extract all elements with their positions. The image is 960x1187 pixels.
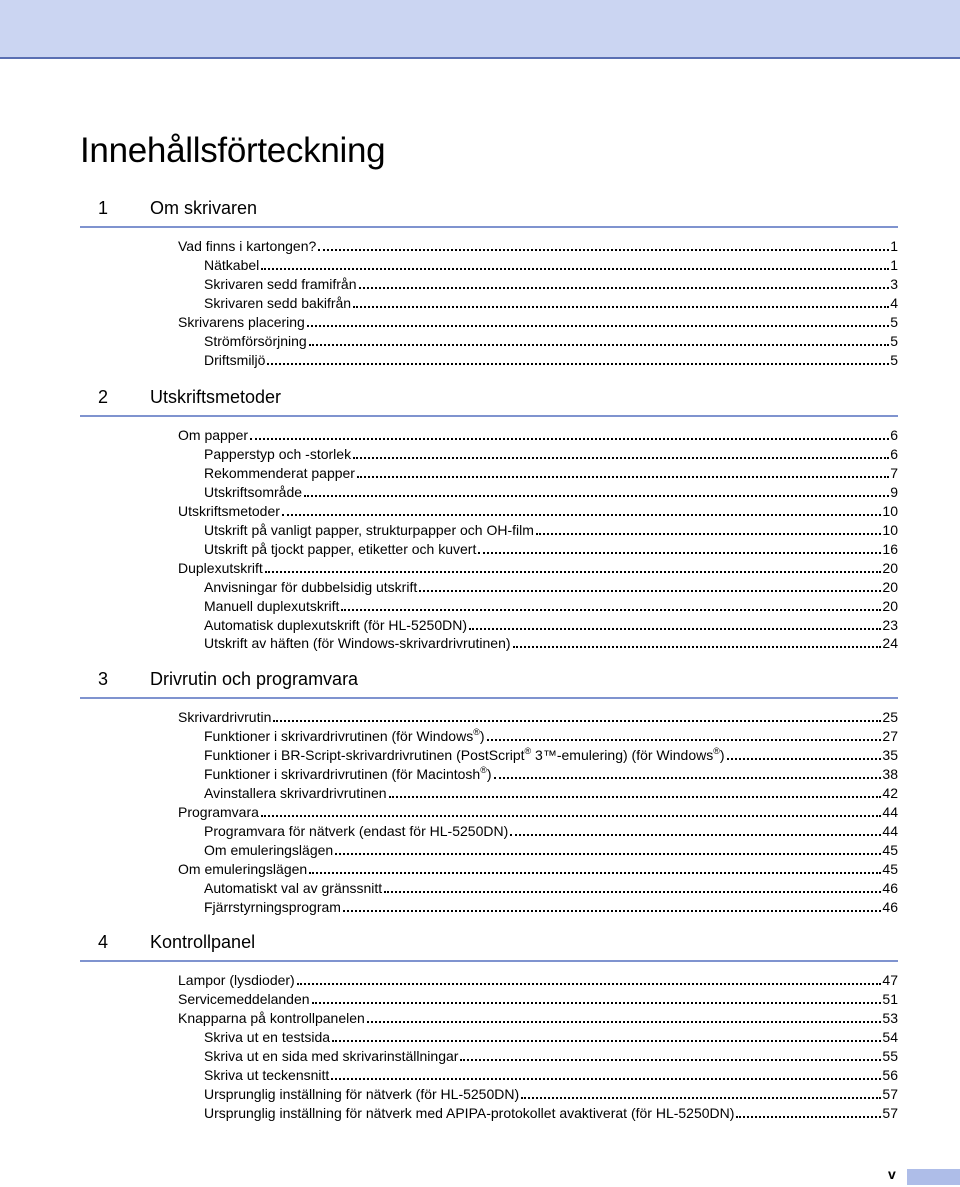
toc-page-number: 1 [890, 256, 898, 273]
dot-leader [469, 628, 881, 630]
toc-entry-text: Skrivaren sedd framifrån [204, 275, 357, 292]
toc-entry[interactable] [204, 821, 898, 840]
chapter-title: Om skrivaren [150, 198, 258, 218]
toc-entry-text: Skrivaren sedd bakifrån [204, 294, 352, 311]
toc-page-number: 5 [890, 351, 898, 368]
dot-leader [250, 438, 889, 440]
toc-page-number: 53 [882, 1009, 898, 1026]
dot-leader [341, 609, 881, 611]
toc-entry[interactable] [178, 1008, 898, 1027]
registered-mark: ® [524, 745, 532, 756]
toc-entry[interactable] [204, 1027, 898, 1046]
toc-entry-text: Avinstallera skrivardrivrutinen [204, 784, 387, 801]
toc-entry[interactable] [204, 293, 898, 312]
toc-entry-text: Driftsmiljö [204, 351, 266, 368]
toc-page-number: 44 [882, 803, 898, 820]
toc-entry[interactable] [178, 859, 898, 878]
dot-leader [309, 872, 881, 874]
toc-entry-text: ) [486, 765, 492, 782]
toc-entry[interactable] [204, 615, 898, 634]
toc-page-number: 46 [882, 898, 898, 915]
toc-entry-title [178, 972, 295, 989]
toc-entry-title [178, 314, 305, 331]
dot-leader [343, 910, 881, 912]
toc-entry-title [204, 1067, 329, 1084]
footer-page-number: v [888, 1166, 896, 1182]
toc-entry-text: Skrivarens placering [178, 313, 305, 330]
toc-entry-text: Utskrift av häften (för Windows-skrivardrivrutinen) [204, 635, 511, 652]
toc-entry-text: Om emuleringslägen [178, 860, 308, 877]
toc-entry-title [204, 1105, 734, 1122]
toc-entry[interactable] [204, 633, 898, 652]
dot-leader [318, 249, 889, 251]
toc-page-number: 6 [890, 427, 898, 443]
toc-entry-title [204, 728, 485, 745]
dot-leader [419, 590, 881, 592]
registered-mark: ® [473, 726, 480, 737]
toc-entry[interactable] [204, 577, 898, 596]
toc-entry-text: Skrivardrivrutin [178, 709, 272, 725]
dot-leader [389, 796, 882, 798]
toc-page-number: 27 [882, 727, 898, 744]
toc-page-number: 25 [882, 709, 898, 725]
toc-page-number: 5 [890, 332, 898, 349]
toc-entry[interactable] [204, 745, 898, 764]
toc-entry-title [204, 785, 387, 802]
toc-entry-text: Skriva ut en sida med skrivarinställningar [204, 1047, 459, 1064]
toc-entry[interactable] [204, 331, 898, 350]
toc-entry-title [204, 899, 341, 916]
chapter-number: 4 [98, 932, 109, 952]
toc-entry[interactable] [204, 520, 898, 539]
toc-page-number: 38 [882, 765, 898, 782]
toc-page-number: 4 [890, 294, 898, 311]
toc-entry-text: Utskrift på tjockt papper, etiketter och kuvert [204, 540, 477, 557]
dot-leader [312, 1002, 882, 1004]
toc-page-number: 7 [890, 464, 898, 481]
chapter-heading [80, 930, 898, 962]
dot-leader [536, 533, 882, 535]
chapter-title: Kontrollpanel [150, 932, 256, 952]
toc-entry-title [204, 333, 307, 350]
toc-page-number: 10 [882, 502, 898, 519]
toc-entry-title [178, 991, 310, 1008]
toc-entry-text: Ursprunglig inställning för nätverk med APIPA-protokollet avaktiverat (för HL-5250DN) [204, 1104, 735, 1121]
dot-leader [357, 476, 889, 478]
toc-entry-text: Vad finns i kartongen? [178, 238, 317, 254]
toc-entry-text: Rekommenderat papper [204, 464, 355, 481]
chapter-number: 3 [98, 669, 109, 689]
toc-entry[interactable] [204, 1046, 898, 1065]
toc-entry-text: Skriva ut teckensnitt [204, 1066, 330, 1083]
toc-entry[interactable] [204, 539, 898, 558]
toc-page-number: 24 [882, 635, 898, 652]
toc-page-number: 57 [882, 1104, 898, 1121]
registered-mark: ® [713, 745, 720, 756]
toc-entry-text: Knapparna på kontrollpanelen [178, 1009, 365, 1026]
dot-leader [267, 363, 889, 365]
toc-entry-text: Utskriftsområde [204, 483, 303, 500]
chapter-heading [80, 385, 898, 417]
toc-entry-text: Fjärrstyrningsprogram [204, 898, 341, 915]
toc-entry-text: 3™-emulering) (för Windows [531, 746, 714, 763]
footer-bar [907, 1169, 960, 1185]
toc-entry-text: Strömförsörjning [204, 332, 307, 349]
toc-entry-title [204, 880, 382, 897]
toc-entry-title [178, 804, 259, 821]
toc-page-number: 10 [882, 521, 898, 538]
dot-leader [510, 834, 881, 836]
chapter-heading [80, 196, 898, 228]
toc-page-number: 47 [882, 972, 898, 988]
chapter-heading [80, 667, 898, 699]
toc-entry-text: Utskriftsmetoder [178, 502, 280, 519]
toc-entry-text: Automatisk duplexutskrift (för HL-5250DN) [204, 616, 467, 633]
toc-entry-text: Manuell duplexutskrift [204, 597, 340, 614]
dot-leader [307, 325, 889, 327]
dot-leader [384, 891, 881, 893]
dot-leader [331, 1078, 881, 1080]
toc-page-number: 57 [882, 1085, 898, 1102]
page-title: Innehållsförteckning [80, 131, 386, 170]
toc-entry-text: Funktioner i skrivardrivrutinen (för Windows [204, 727, 474, 744]
toc-entry-text: Anvisningar för dubbelsidig utskrift [204, 578, 418, 595]
dot-leader [727, 758, 882, 760]
toc-entry-title [178, 709, 271, 726]
toc-page-number: 1 [890, 238, 898, 254]
toc-entry-title [204, 484, 302, 501]
toc-entry-title [204, 541, 476, 558]
toc-entry-text: Programvara [178, 803, 259, 820]
dot-leader [521, 1097, 881, 1099]
toc-entry[interactable] [204, 897, 898, 916]
toc-entry-text: ) [479, 727, 485, 744]
toc-entry[interactable] [178, 558, 898, 577]
toc-entry[interactable] [204, 764, 898, 783]
dot-leader [359, 287, 890, 289]
toc-entry-title [204, 598, 339, 615]
dot-leader [736, 1116, 881, 1118]
toc-page-number: 51 [882, 990, 898, 1007]
toc-entry[interactable] [204, 1084, 898, 1103]
toc-page-number: 35 [882, 746, 898, 763]
toc-page-number: 55 [882, 1047, 898, 1064]
toc-page-number: 42 [882, 784, 898, 801]
dot-leader [367, 1021, 882, 1023]
toc-entry[interactable] [204, 350, 898, 369]
toc-entry-title [178, 560, 263, 577]
toc-entry[interactable] [204, 726, 898, 745]
toc-entry-text: Funktioner i skrivardrivrutinen (för Macintosh [204, 765, 481, 782]
toc-entry-text: Funktioner i BR-Script-skrivardrivrutinen (PostScript [204, 746, 525, 763]
registered-mark: ® [480, 764, 487, 775]
toc-entry[interactable] [178, 425, 898, 444]
toc-entry[interactable] [204, 1065, 898, 1084]
toc-entry-text: Om papper [178, 427, 249, 443]
toc-entry[interactable] [178, 970, 898, 989]
dot-leader [282, 514, 882, 516]
toc-page-number: 44 [882, 822, 898, 839]
toc-entry-text: Om emuleringslägen [204, 841, 334, 858]
toc-entry-text: Papperstyp och -storlek [204, 445, 352, 462]
toc-entry-text: Programvara för nätverk (endast för HL-5250DN) [204, 822, 509, 839]
dot-leader [353, 306, 889, 308]
toc-page-number: 6 [890, 445, 898, 462]
toc-entry-title [178, 861, 307, 878]
toc-page-number: 20 [882, 578, 898, 595]
toc-entry-title [204, 276, 357, 293]
toc-entry-text: Ursprunglig inställning för nätverk (för HL-5250DN) [204, 1085, 520, 1102]
chapter-title: Utskriftsmetoder [150, 387, 282, 407]
dot-leader [332, 1040, 881, 1042]
toc-entry-text: Utskrift på vanligt papper, strukturpapper och OH-film [204, 521, 534, 538]
toc-page-number: 54 [882, 1028, 898, 1045]
dot-leader [460, 1059, 881, 1061]
dot-leader [513, 646, 882, 648]
toc-entry-title [204, 823, 508, 840]
toc-entry-text: Nätkabel [204, 256, 260, 273]
toc-page-number: 23 [882, 616, 898, 633]
toc-page-number: 56 [882, 1066, 898, 1083]
toc-page-number: 5 [890, 313, 898, 330]
toc-entry[interactable] [178, 236, 898, 255]
chapter-title: Drivrutin och programvara [150, 669, 359, 689]
toc-entry-title [204, 579, 417, 596]
toc-entry-title [178, 503, 280, 520]
toc-entry-text: Duplexutskrift [178, 559, 263, 576]
toc-page-number: 46 [882, 879, 898, 896]
toc-entry-title [204, 446, 351, 463]
header-band [0, 0, 960, 59]
toc-entry[interactable] [204, 274, 898, 293]
toc-page-number: 9 [890, 483, 898, 500]
toc-entry-title [178, 1010, 365, 1027]
toc-entry-text: Skriva ut en testsida [204, 1028, 331, 1045]
toc-entry-title [204, 352, 265, 369]
toc-entry-title [204, 617, 467, 634]
dot-leader [335, 853, 881, 855]
toc-entry-title [204, 1029, 330, 1046]
toc-entry-text: ) [719, 746, 725, 763]
dot-leader [273, 720, 881, 722]
toc-page-number: 20 [882, 597, 898, 614]
toc-entry[interactable] [178, 501, 898, 520]
toc-entry-title [204, 766, 492, 783]
toc-page-number: 45 [882, 841, 898, 858]
dot-leader [309, 344, 890, 346]
dot-leader [261, 268, 889, 270]
toc-entry-title [204, 295, 351, 312]
toc-entry-title [204, 747, 725, 764]
toc-page-number: 45 [882, 860, 898, 877]
toc-entry[interactable] [204, 444, 898, 463]
toc-page-number: 16 [882, 540, 898, 557]
toc-entry-title [178, 427, 248, 444]
toc-entry-title [204, 842, 333, 859]
toc-entry-text: Automatiskt val av gränssnitt [204, 879, 383, 896]
toc-entry-title [204, 1086, 519, 1103]
toc-entry[interactable] [204, 840, 898, 859]
toc-entry-title [204, 257, 259, 274]
dot-leader [353, 457, 889, 459]
toc-entry-title [178, 238, 316, 255]
toc-entry[interactable] [204, 255, 898, 274]
dot-leader [261, 815, 882, 817]
toc-entry[interactable] [204, 463, 898, 482]
toc-entry-text: Lampor (lysdioder) [178, 972, 295, 988]
toc-entry-title [204, 1048, 458, 1065]
toc-page-number: 20 [882, 559, 898, 576]
chapter-number: 1 [98, 198, 109, 218]
toc-page-number: 3 [890, 275, 898, 292]
toc-entry[interactable] [204, 482, 898, 501]
chapter-number: 2 [98, 387, 109, 407]
dot-leader [494, 777, 882, 779]
toc-entry[interactable] [204, 596, 898, 615]
dot-leader [478, 552, 881, 554]
toc-entry[interactable] [204, 878, 898, 897]
toc-entry[interactable] [178, 989, 898, 1008]
toc-entry[interactable] [204, 1103, 898, 1122]
dot-leader [487, 739, 882, 741]
dot-leader [297, 983, 882, 985]
toc-entry-text: Servicemeddelanden [178, 990, 310, 1007]
toc-entry-title [204, 465, 355, 482]
dot-leader [304, 495, 889, 497]
dot-leader [265, 571, 882, 573]
toc-entry[interactable] [178, 312, 898, 331]
toc-entry[interactable] [204, 783, 898, 802]
toc-entry-title [204, 635, 511, 652]
toc-entry[interactable] [178, 802, 898, 821]
toc-entry-title [204, 522, 534, 539]
toc-entry[interactable] [178, 707, 898, 726]
